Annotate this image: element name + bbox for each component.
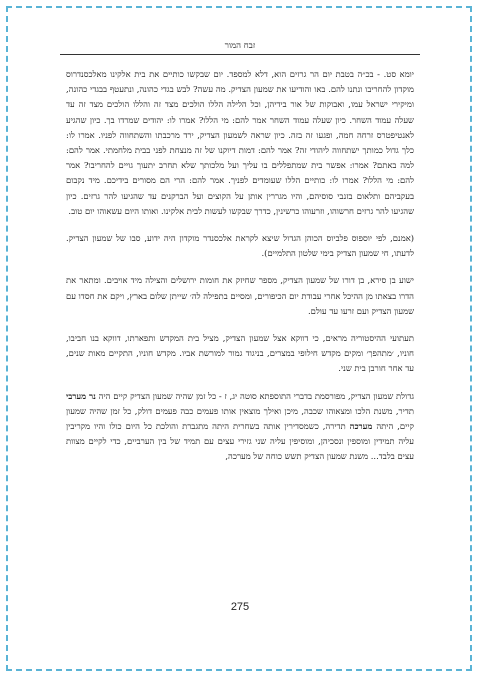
- maaracha-term: מערכה: [349, 421, 373, 432]
- tosefta-text-middle: תדיר, משנת הלכו ומצאוהו שכבה, מיכן ואילך מוצאין אותו פעמים כבה פעמים דולק, כל זמן שהיה שמעון קיים, היתה: [66, 405, 414, 432]
- paragraph-ben-sira: ישוע בן סירא, בן דורו של שמעון הצדיק, מספר שחיזק את חומות ירושלים והצילה מיד אויבים. ומתאר את הדרו בצאתו מן ההיכל אחרי עבודת יום הכיפורים, ומסיים בתפילה לה׳ שייתן שלום בארץ, ויקם את חסדו עם שמעון הצדיק ועם זרעו עד עולם.: [66, 275, 414, 316]
- paragraph-josephus-note: (אמנם, לפי יוספוס פלביוס הכוהן הגדול שיצא לקראת אלכסנדר מוקדון היה ידוע, סבו של שמעון הצדיק. לדעתו, חי שמעון הצדיק בימי שלטון התלמיים).: [66, 233, 414, 259]
- paragraph-tosefta: [66, 389, 414, 465]
- paragraph-yoma-quote: יומא סט. - בכ״ה בטבת יום הר גרזים הוא, דלא למספד. יום שבקשו כותיים את בית אלקינו מאלכסנדרוס מוקדון להחריבו ונתנו להם. באו והודיעו את שמעון הצדיק. מה עשה? לבש בגדי כהונה, ונתעטף בבגדי כהונה, ומיקירי ישראל עמו, ואבוקות של אור בידיהן, וכל הלילה הללו הולכים מצד זה והללו הולכים מצד זה עד שעלה עמוד השחר. כיון שעלה עמוד השחר אמר להם: מי הללו? אמרו לו: יהודים שמרדו בך. כיון שהגיע לאנטיפטרס זרחה חמה, ופגעו זה בזה. כיון שראה לשמעון הצדיק, ירד מרכבתו והשתחווה לפניו. אמרו לו: כלך גדול כמותך ישתחווה ליהודי זה? אמר להם: דמות דיוקנו של זה מנצחת לפני בבית מלחמתי. אמר להם: למה באתם? אמרו: אפשר בית שמתפללים בו עליך ועל מלכותך שלא תחרב יתעוך גויים להחריבו? אמר להם: מי הללו? אמרו לו: כותיים הללו שעומדים לפניך. אמר להם: הרי הם מסורים בידיכם. מיד נקבום בעקביהם ותלאום בזנבי סוסיהם, והיו מגררין אותן על הקוצים ועל הברקנים עד שהגיעו להר גרזים. כיון שהגיעו להר גרזים חרשוהו, וזרעוהו כרשינין, כדרך שבקשו לעשות לבית אלקינו. ואותו היום עשאוהו יום טוב.: [66, 69, 414, 216]
- running-header: זבח המור: [60, 40, 420, 55]
- paragraph-history-irony: תעתועי ההיסטוריה מראים, כי דווקא אצל שמעון הצדיק, מציל בית המקדש ותפארתו, דווקא בנו חביבו, חוניו, ׳מתהפך׳ ומקים מקדש חילופי במצרים, בניגוד גמור למורשת אביו. מקדש חוניו, התקיים מאות שנים, עד אחר חורבן בית שני.: [66, 333, 414, 374]
- page-content: [66, 67, 414, 477]
- tosefta-text-after: תדירה, כשמסדירין אותה בשחרית היתה מתגברת והולכת כל היום כולו והיו מקריבין עליה תמידין ומוספין ונסכיהן, ומוסיפין עליה שני גזירי עצים עם תמיד של בין הערביים, כדי לקיים מצוות עצים בלבד... משנת שמעון הצדיק תשש כוחה של מערכה,: [66, 421, 414, 462]
- ner-maaravi-term: נר מערבי: [66, 390, 96, 401]
- page-number: 275: [230, 601, 250, 613]
- tosefta-text-before: גדולת שמעון הצדיק, מפורסמת בדברי התוספתא סוטה יג, ז - כל זמן שהיה שמעון הצדיק קיים היה: [95, 390, 414, 401]
